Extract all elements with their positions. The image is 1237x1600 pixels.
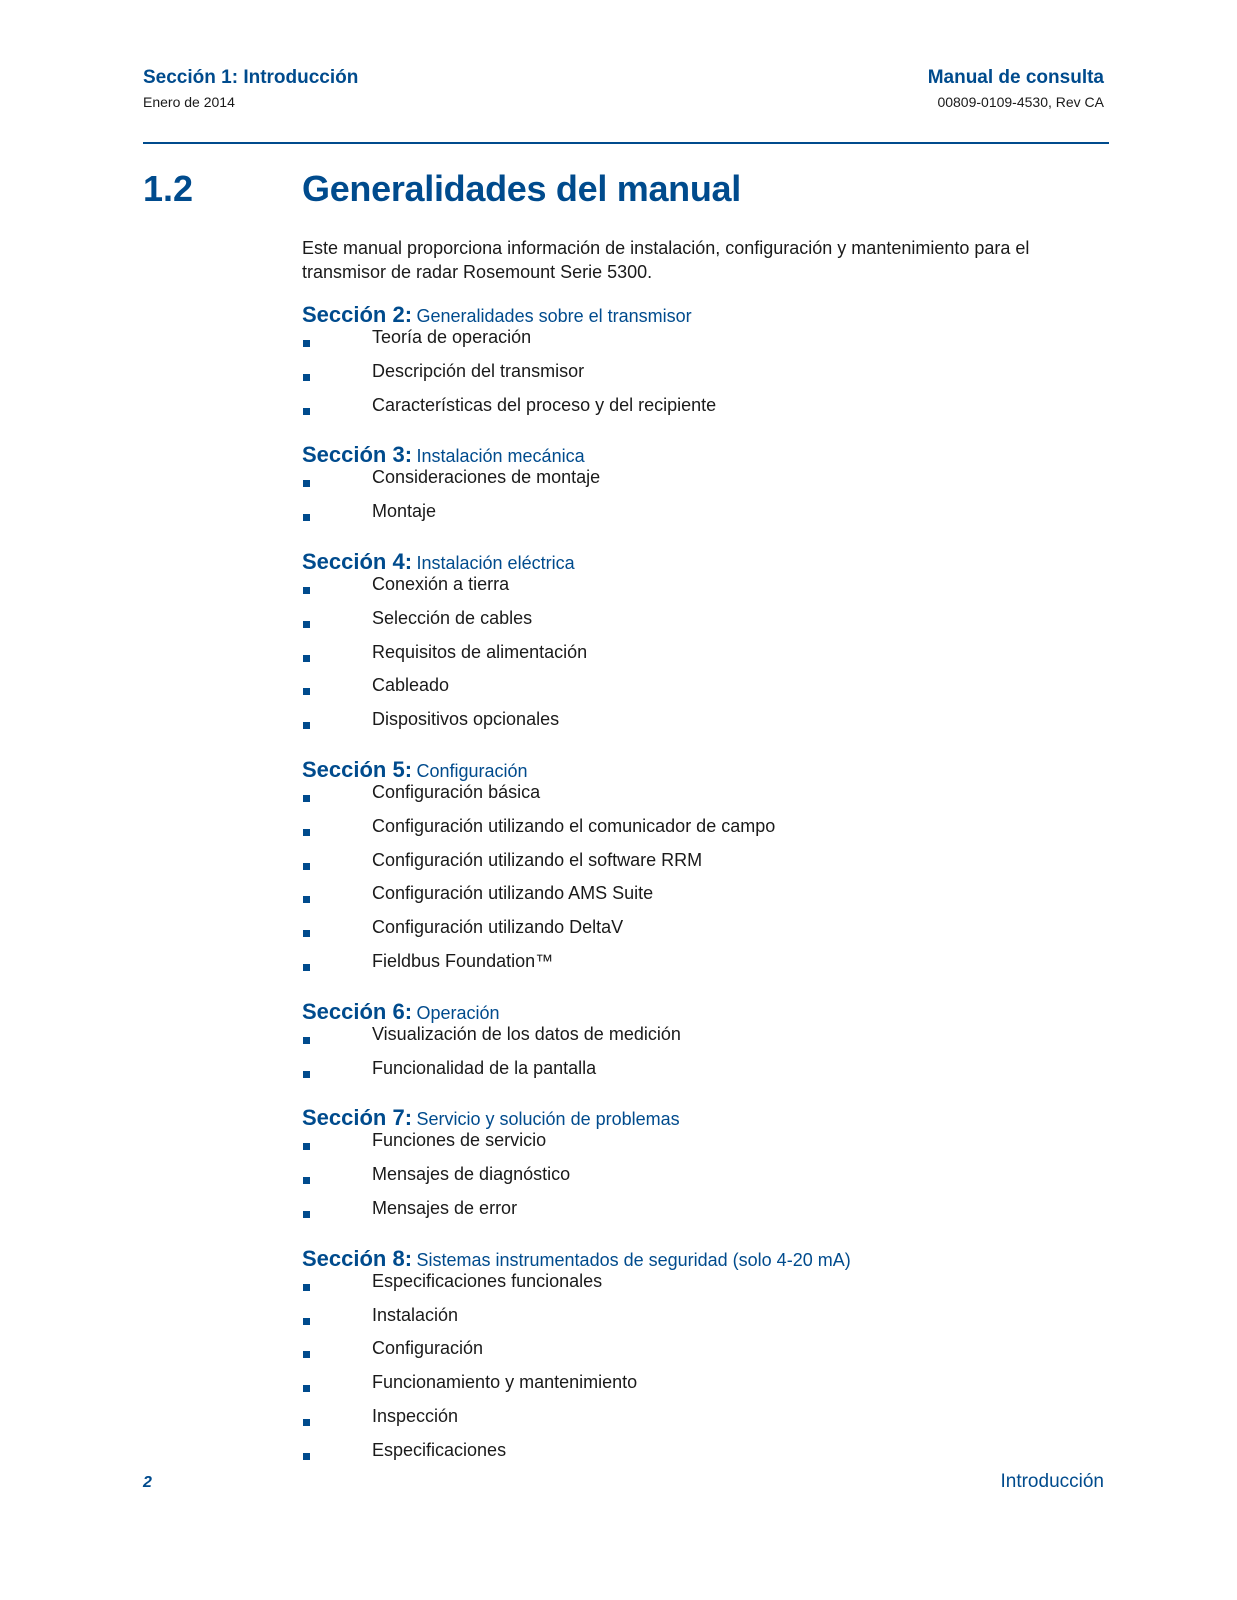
- header-manual-title: Manual de consulta: [927, 67, 1104, 88]
- square-bullet-icon: [303, 621, 310, 628]
- square-bullet-icon: [303, 655, 310, 662]
- section-label: Sección 5:: [302, 756, 413, 782]
- section-name: Instalación mecánica: [416, 446, 585, 467]
- square-bullet-icon: [303, 480, 310, 487]
- square-bullet-icon: [303, 340, 310, 347]
- list-item: [302, 501, 1102, 538]
- list-item-text: Requisitos de alimentación: [372, 641, 588, 662]
- list-item-text: Montaje: [372, 501, 437, 522]
- section-name: Generalidades sobre el transmisor: [416, 306, 692, 326]
- square-bullet-icon: [303, 964, 310, 971]
- page-header-left: [143, 66, 358, 112]
- square-bullet-icon: [303, 1211, 310, 1218]
- list-item-text: Configuración básica: [372, 781, 541, 802]
- section-name: Servicio y solución de problemas: [416, 1109, 680, 1130]
- square-bullet-icon: [303, 374, 310, 381]
- square-bullet-icon: [303, 1037, 310, 1044]
- square-bullet-icon: [303, 1385, 310, 1392]
- square-bullet-icon: [303, 1143, 310, 1150]
- list-item-text: Funciones de servicio: [372, 1130, 547, 1151]
- square-bullet-icon: [303, 1284, 310, 1291]
- square-bullet-icon: [303, 1351, 310, 1358]
- section-label: Sección 7:: [302, 1105, 413, 1131]
- header-section-title: Sección 1: Introducción: [143, 67, 359, 88]
- list-item-text: Configuración utilizando el comunicador de campo: [372, 815, 776, 836]
- section-block: [302, 547, 1102, 746]
- main-content: [302, 236, 1102, 1486]
- list-item-text: Teoría de operación: [372, 327, 532, 347]
- list-item-text: Mensajes de diagnóstico: [372, 1164, 571, 1185]
- list-item: [302, 950, 1102, 988]
- square-bullet-icon: [303, 1071, 310, 1078]
- list-item-text: Especificaciones: [372, 1439, 507, 1460]
- footer-section-name: Introducción: [1000, 1471, 1104, 1492]
- list-item: [302, 709, 1102, 746]
- section-list: [302, 300, 1102, 1477]
- list-item-text: Configuración utilizando el software RRM: [372, 849, 703, 870]
- section-name: Operación: [416, 1002, 500, 1023]
- square-bullet-icon: [303, 795, 310, 802]
- section-number: 1.2: [143, 168, 194, 209]
- intro-paragraph: Este manual proporciona información de instalación, configuración y mantenimiento para el transmisor de radar Rosemount Serie 5300.: [302, 238, 1030, 282]
- list-item-text: Consideraciones de montaje: [372, 467, 601, 488]
- section-label: Sección 8:: [302, 1245, 413, 1271]
- section-block: [302, 440, 1102, 538]
- section-name: Sistemas instrumentados de seguridad (solo 4-20 mA): [416, 1249, 851, 1270]
- square-bullet-icon: [303, 514, 310, 521]
- list-item-text: Configuración: [372, 1338, 484, 1359]
- list-item-text: Descripción del transmisor: [372, 360, 585, 381]
- list-item: [302, 1197, 1102, 1235]
- section-block: [302, 997, 1102, 1095]
- list-item-text: Inspección: [372, 1405, 459, 1426]
- header-divider: [143, 142, 1109, 144]
- list-item-text: Configuración utilizando AMS Suite: [372, 883, 654, 904]
- square-bullet-icon: [303, 829, 310, 836]
- section-block: [302, 755, 1102, 988]
- list-item-text: Características del proceso y del recipiente: [372, 394, 717, 415]
- square-bullet-icon: [303, 1318, 310, 1325]
- list-item-text: Selección de cables: [372, 607, 533, 628]
- list-item-text: Funcionalidad de la pantalla: [372, 1057, 597, 1078]
- list-item-text: Mensajes de error: [372, 1197, 518, 1218]
- list-item-text: Conexión a tierra: [372, 573, 510, 594]
- square-bullet-icon: [303, 408, 310, 415]
- list-item: [302, 1439, 1102, 1477]
- list-item-text: Configuración utilizando DeltaV: [372, 917, 624, 938]
- square-bullet-icon: [303, 1453, 310, 1460]
- square-bullet-icon: [303, 688, 310, 695]
- square-bullet-icon: [303, 1177, 310, 1184]
- header-date: Enero de 2014: [143, 94, 235, 110]
- header-doc-number: 00809-0109-4530, Rev CA: [937, 94, 1104, 110]
- section-label: Sección 6:: [302, 998, 413, 1024]
- square-bullet-icon: [303, 896, 310, 903]
- section-name: Instalación eléctrica: [416, 552, 575, 573]
- list-item: [302, 394, 1102, 432]
- section-label: Sección 3:: [302, 442, 413, 468]
- list-item-text: Dispositivos opcionales: [372, 709, 560, 730]
- square-bullet-icon: [303, 930, 310, 937]
- section-name: Configuración: [416, 760, 528, 781]
- square-bullet-icon: [303, 587, 310, 594]
- list-item-text: Instalación: [372, 1304, 459, 1325]
- list-item-text: Funcionamiento y mantenimiento: [372, 1372, 638, 1393]
- page-title: Generalidades del manual: [302, 168, 741, 209]
- list-item-text: Visualización de los datos de medición: [372, 1023, 681, 1044]
- section-label: Sección 2:: [302, 302, 413, 327]
- list-item-text: Cableado: [372, 675, 450, 696]
- page-number: 2: [143, 1474, 152, 1491]
- section-block: [302, 300, 1102, 431]
- list-item: [302, 1057, 1102, 1095]
- section-block: [302, 1244, 1102, 1477]
- list-item-text: Especificaciones funcionales: [372, 1270, 603, 1291]
- square-bullet-icon: [303, 863, 310, 870]
- list-item-text: Fieldbus Foundation™: [372, 950, 554, 971]
- square-bullet-icon: [303, 722, 310, 729]
- page-header-right: [928, 66, 1104, 112]
- square-bullet-icon: [303, 1419, 310, 1426]
- section-block: [302, 1103, 1102, 1234]
- section-label: Sección 4:: [302, 548, 413, 574]
